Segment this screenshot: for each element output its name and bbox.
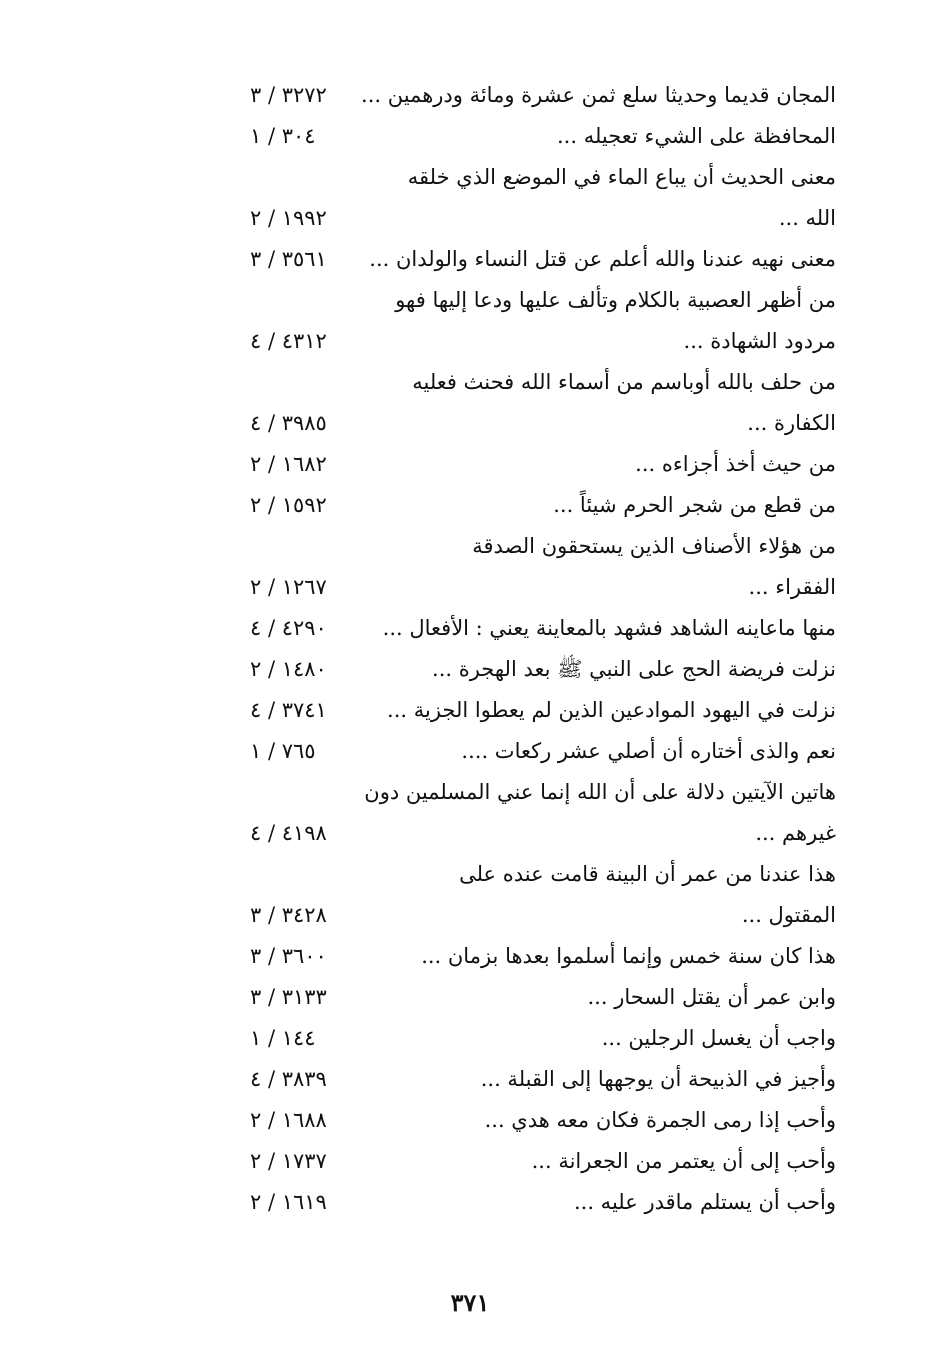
entry-text: نعم والذى أختاره أن أصلي عشر ركعات .... bbox=[461, 739, 836, 763]
entry-reference: ٧٦٥ / ١ bbox=[250, 739, 316, 763]
entry-reference: ١٦٨٨ / ٢ bbox=[250, 1108, 327, 1132]
index-line bbox=[0, 485, 940, 526]
entry-reference: ٤١٩٨ / ٤ bbox=[250, 821, 327, 845]
index-line bbox=[0, 75, 940, 116]
entry-text: المجان قديما وحديثا سلع ثمن عشرة ومائة ودرهمين ... bbox=[361, 83, 836, 107]
entry-reference: ١٦١٩ / ٢ bbox=[250, 1190, 327, 1214]
entry-reference: ٣٨٣٩ / ٤ bbox=[250, 1067, 327, 1091]
entry-text: من قطع من شجر الحرم شيئاً ... bbox=[553, 493, 836, 517]
entry-reference: ٣٦٠٠ / ٣ bbox=[250, 944, 327, 968]
index-line bbox=[0, 157, 940, 198]
entry-text: معنى نهيه عندنا والله أعلم عن قتل النساء والولدان ... bbox=[369, 247, 836, 271]
index-line bbox=[0, 321, 940, 362]
entry-reference: ٤٣١٢ / ٤ bbox=[250, 329, 327, 353]
entry-text: هذا عندنا من عمر أن البينة قامت عنده على bbox=[459, 862, 836, 886]
entry-reference: ٣٢٧٢ / ٣ bbox=[250, 83, 327, 107]
entry-text: وأحب إذا رمى الجمرة فكان معه هدي ... bbox=[484, 1108, 836, 1132]
index-line bbox=[0, 854, 940, 895]
entry-text: من هؤلاء الأصناف الذين يستحقون الصدقة bbox=[472, 534, 836, 558]
index-line bbox=[0, 403, 940, 444]
entry-text: الله ... bbox=[778, 206, 836, 230]
entry-text: نزلت في اليهود الموادعين الذين لم يعطوا الجزية ... bbox=[387, 698, 836, 722]
index-line bbox=[0, 362, 940, 403]
index-line bbox=[0, 1018, 940, 1059]
index-line bbox=[0, 116, 940, 157]
index-line bbox=[0, 526, 940, 567]
entry-text: مردود الشهادة ... bbox=[683, 329, 836, 353]
entry-reference: ١٩٩٢ / ٢ bbox=[250, 206, 327, 230]
index-line bbox=[0, 567, 940, 608]
index-line bbox=[0, 690, 940, 731]
index-line bbox=[0, 198, 940, 239]
index-line bbox=[0, 608, 940, 649]
entry-text: هذا كان سنة خمس وإنما أسلموا بعدها بزمان ... bbox=[421, 944, 836, 968]
entry-text: من أظهر العصبية بالكلام وتألف عليها ودعا إليها فهو bbox=[395, 288, 836, 312]
index-line bbox=[0, 444, 940, 485]
entry-text: غيرهم ... bbox=[755, 821, 836, 845]
index-line bbox=[0, 239, 940, 280]
entry-reference: ١٧٣٧ / ٢ bbox=[250, 1149, 327, 1173]
index-line bbox=[0, 649, 940, 690]
entry-reference: ١٥٩٢ / ٢ bbox=[250, 493, 327, 517]
entry-reference: ٣١٣٣ / ٣ bbox=[250, 985, 327, 1009]
index-line bbox=[0, 813, 940, 854]
entry-reference: ٣٥٦١ / ٣ bbox=[250, 247, 327, 271]
index-line bbox=[0, 1100, 940, 1141]
entry-text: المحافظة على الشيء تعجيله ... bbox=[557, 124, 836, 148]
index-entries bbox=[0, 75, 940, 1223]
page-number: ٣٧١ bbox=[450, 1288, 490, 1317]
entry-reference: ١٤٤ / ١ bbox=[250, 1026, 316, 1050]
entry-text: من حيث أخذ أجزاءه ... bbox=[635, 452, 836, 476]
entry-reference: ١٢٦٧ / ٢ bbox=[250, 575, 327, 599]
entry-reference: ١٤٨٠ / ٢ bbox=[250, 657, 327, 681]
index-line bbox=[0, 1141, 940, 1182]
entry-text: الكفارة ... bbox=[747, 411, 836, 435]
entry-text: هاتين الآيتين دلالة على أن الله إنما عني المسلمين دون bbox=[364, 780, 836, 804]
entry-text: منها ماعاينه الشاهد فشهد بالمعاينة يعني : الأفعال ... bbox=[382, 616, 836, 640]
index-line bbox=[0, 977, 940, 1018]
entry-reference: ٣٠٤ / ١ bbox=[250, 124, 316, 148]
entry-reference: ٣٧٤١ / ٤ bbox=[250, 698, 327, 722]
index-line bbox=[0, 772, 940, 813]
entry-text: نزلت فريضة الحج على النبي ﷺ بعد الهجرة ... bbox=[432, 657, 836, 681]
entry-text: المقتول ... bbox=[741, 903, 836, 927]
entry-text: معنى الحديث أن يباع الماء في الموضع الذي خلقه bbox=[407, 165, 836, 189]
entry-text: وأحب أن يستلم ماقدر عليه ... bbox=[573, 1190, 836, 1214]
entry-text: وابن عمر أن يقتل السحار ... bbox=[587, 985, 836, 1009]
index-line bbox=[0, 1182, 940, 1223]
index-line bbox=[0, 1059, 940, 1100]
index-line bbox=[0, 895, 940, 936]
entry-reference: ٣٩٨٥ / ٤ bbox=[250, 411, 327, 435]
index-line bbox=[0, 936, 940, 977]
entry-text: الفقراء ... bbox=[748, 575, 836, 599]
entry-text: وأجيز في الذبيحة أن يوجهها إلى القبلة ... bbox=[480, 1067, 836, 1091]
entry-text: من حلف بالله أوباسم من أسماء الله فحنث فعليه bbox=[412, 370, 836, 394]
entry-text: وأحب إلى أن يعتمر من الجعرانة ... bbox=[531, 1149, 836, 1173]
index-line bbox=[0, 731, 940, 772]
entry-reference: ٤٢٩٠ / ٤ bbox=[250, 616, 327, 640]
entry-text: واجب أن يغسل الرجلين ... bbox=[601, 1026, 836, 1050]
entry-reference: ١٦٨٢ / ٢ bbox=[250, 452, 327, 476]
entry-reference: ٣٤٢٨ / ٣ bbox=[250, 903, 327, 927]
index-line bbox=[0, 280, 940, 321]
